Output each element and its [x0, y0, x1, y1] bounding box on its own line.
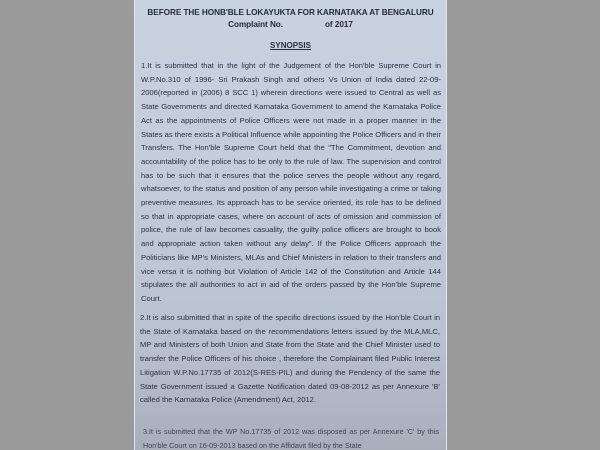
document-photo	[134, 0, 447, 450]
paragraph-1: 1.It is submitted that in the light of the Judgement of the Hon'ble Supreme Court in W.P.No.310 of 1996- Sri Prakash Singh and others Vs Union of India dated 22-09-2006(reported in (2006) 8 SCC 1) wherein directions were issued to Central as well as State Governments and directed Karnataka Government to amend the Karnataka Police Act as the appointments of Police Officers were not made in a proper manner in the States as there exists a Political Influence while appointing the Police Officers and in their Transfers. The Hon'ble Supreme Court held that the "The Commitment, devotion and accountability of the police has to be only to the rule of law. The supervision and control has to be such that it ensures that the police serves the people without any regard, whatsoever, to the status and position of any person while investigating a crime or taking preventive measures. Its approach has to be service oriented, its role has to be defined so that in appropriate cases, where on account of acts of omission and commission of police, the rule of law becomes casuality, the guilty police officers are brought to book and appropriate action taken without any delay". If the Police Officers approach the Politicians like MP's Ministers, MLAs and Chief Ministers in relation to their transfers and vice versa it is nothing but Violation of Article 142 of the Constitution and Article 144 stipulates the all authorities to act in aid of the orders passed by the Hon'ble Supreme Court.	[141, 61, 441, 303]
complaint-number-line	[134, 20, 447, 29]
document-heading: BEFORE THE HONB'BLE LOKAYUKTA FOR KARNATAKA AT BENGALURU	[147, 8, 434, 17]
section-title: SYNOPSIS	[270, 41, 311, 50]
complaint-number-label: Complaint No.	[228, 20, 283, 29]
paragraph-2: 2.It is also submitted that in spite of the specific directions issued by the Hon'ble Court in the State of Karnataka based on the recommendations letters issued by the MLA,MLC, MP and Ministers of both Union and State from the State and the Chief Minister used to transfer the Police Officers of his choice , therefore the Complainant filed Public Interest Litigation W.P.No.17735 of 2012(S-RES-PIL) and during the Pendency of the same the State Government issued a Gazette Notification dated 09-08-2012 as per Annexure 'B' called the Karnataka Police (Amendment) Act, 2012.	[140, 313, 440, 405]
complaint-year: of 2017	[324, 20, 353, 29]
paragraph-3: 3.It is submitted that the WP No.17735 of 2012 was disposed as per Annexure 'C' by this Hon'ble Court on 16-09-2013 based on the Affidavit filed by the State	[143, 427, 439, 450]
